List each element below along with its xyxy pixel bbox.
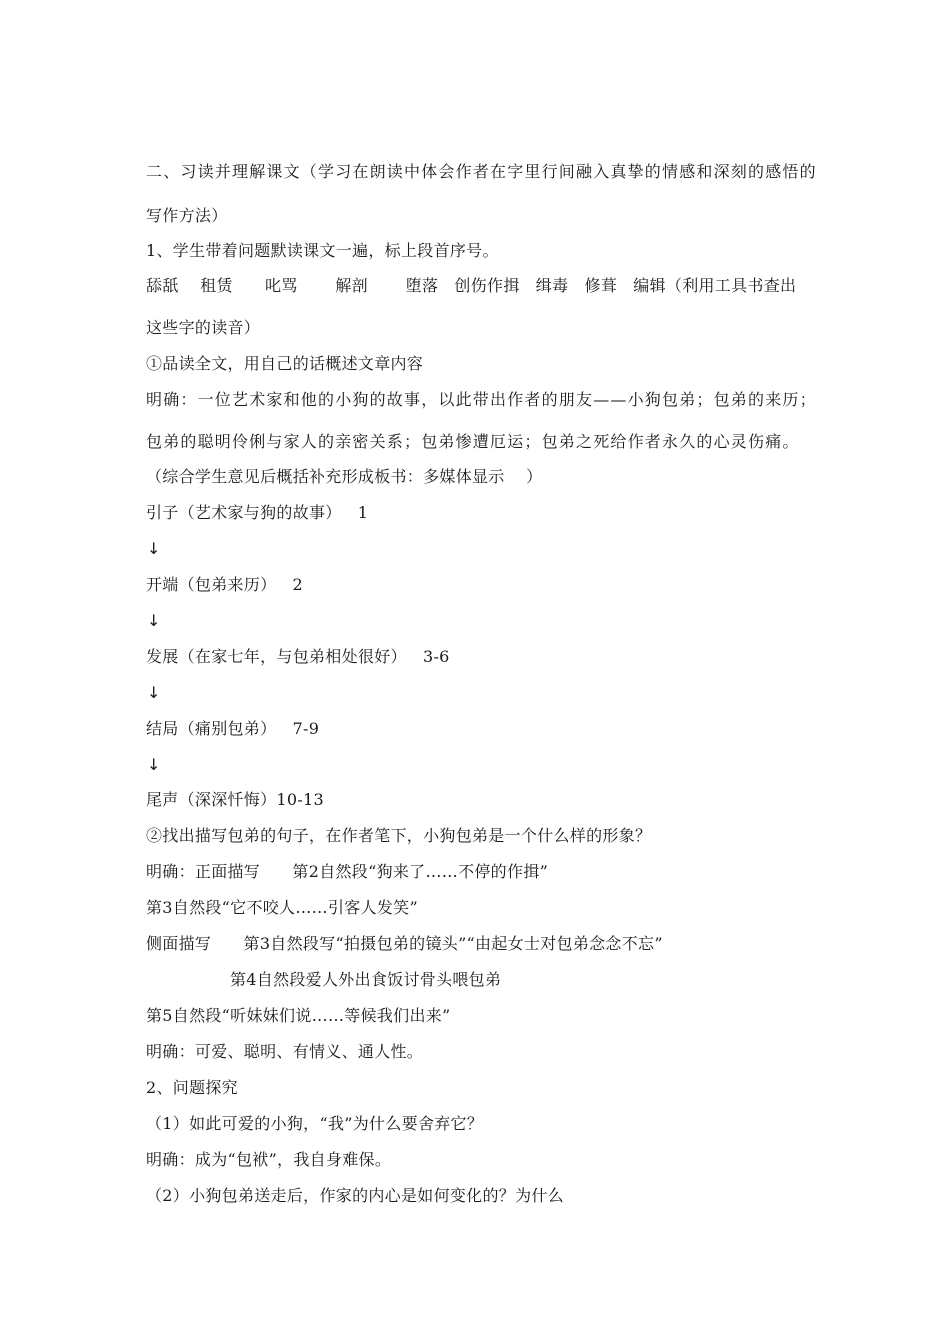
- text-line: 侧面描写 第3自然段写“拍摄包弟的镜头”“由起女士对包弟念念不忘”: [146, 934, 663, 953]
- text-line: 第3自然段“它不咬人……引客人发笑”: [146, 898, 418, 917]
- outline-item: 发展（在家七年，与包弟相处很好） 3-6: [146, 647, 450, 666]
- text-line: 包弟的聪明伶俐与家人的亲密关系；包弟惨遭厄运；包弟之死给作者永久的心灵伤痛。: [146, 432, 800, 451]
- text-line: 明确：正面描写 第2自然段“狗来了……不停的作揖”: [146, 862, 549, 881]
- text-line: 写作方法）: [146, 206, 228, 225]
- arrow-down-icon: ↓: [147, 755, 161, 774]
- arrow-down-icon: ↓: [147, 611, 161, 630]
- text-line: 第4自然段爱人外出食饭讨骨头喂包弟: [230, 970, 502, 989]
- question: （2）小狗包弟送走后，作家的内心是如何变化的？为什么: [146, 1186, 564, 1205]
- section-heading: 二、习读并理解课文（学习在朗读中体会作者在字里行间融入真挚的情感和深刻的感悟的: [146, 162, 817, 181]
- outline-item: 结局（痛别包弟） 7-9: [146, 719, 320, 738]
- text-line: 第5自然段“听妹妹们说……等候我们出来”: [146, 1006, 451, 1025]
- answer: 明确：成为“包袱”，我自身难保。: [146, 1150, 392, 1169]
- text-line: 这些字的读音）: [146, 318, 261, 337]
- text-line: ②找出描写包弟的句子，在作者笔下，小狗包弟是一个什么样的形象？: [146, 826, 652, 845]
- text-line: 明确：可爱、聪明、有情义、通人性。: [146, 1042, 424, 1061]
- text-line: （综合学生意见后概括补充形成板书：多媒体显示 ）: [146, 467, 543, 486]
- outline-item: 引子（艺术家与狗的故事） 1: [146, 503, 369, 522]
- arrow-down-icon: ↓: [147, 683, 161, 702]
- arrow-down-icon: ↓: [147, 539, 161, 558]
- vocab-line: 舔舐 租赁 叱骂 解剖 堕落 创伤作揖 缉毒 修葺 编辑（利用工具书查出: [146, 276, 797, 295]
- subsection-heading: 2、问题探究: [146, 1078, 238, 1097]
- text-line: 明确：一位艺术家和他的小狗的故事，以此带出作者的朋友——小狗包弟；包弟的来历；: [146, 390, 817, 409]
- outline-item: 开端（包弟来历） 2: [146, 575, 304, 594]
- outline-item: 尾声（深深忏悔）10-13: [146, 790, 325, 809]
- text-line: ①品读全文，用自己的话概述文章内容: [146, 354, 424, 373]
- question: （1）如此可爱的小狗，“我”为什么要舍弃它？: [146, 1114, 484, 1133]
- text-line: 1、学生带着问题默读课文一遍，标上段首序号。: [146, 241, 499, 260]
